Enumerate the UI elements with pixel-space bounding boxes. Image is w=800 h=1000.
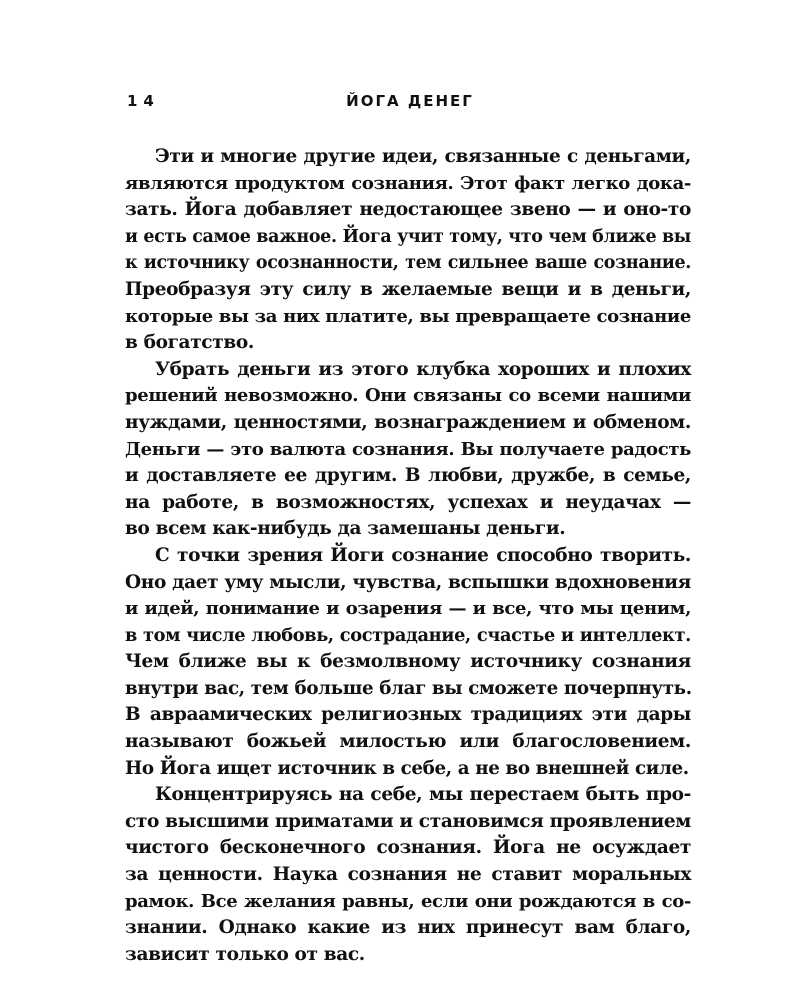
text-line: Деньги — это валюта сознания. Вы получаете радость: [125, 438, 691, 460]
text-line: Преобразуя эту силу в желаемые вещи и в деньги,: [125, 278, 691, 300]
paragraph: [125, 543, 691, 782]
text-line: в богатство.: [125, 332, 254, 354]
text-line: зать. Йога добавляет недостающее звено — и оно-то: [125, 199, 691, 221]
text-line: В авраамических религиозных традициях эти дары: [125, 704, 691, 726]
text-line: в том числе любовь, сострадание, счастье и интеллект.: [125, 624, 691, 646]
text-line: которые вы за них платите, вы превращаете сознание: [125, 305, 691, 327]
text-line: Эти и многие другие идеи, связанные с деньгами,: [155, 146, 691, 167]
book-title: ЙОГА ДЕНЕГ: [346, 92, 474, 110]
text-line: Оно дает уму мысли, чувства, вспышки вдохновения: [125, 571, 691, 593]
text-line: во всем как-нибудь да замешаны деньги.: [125, 518, 566, 540]
paragraph: [125, 144, 691, 357]
paragraph: [125, 357, 691, 543]
text-line: за ценности. Наука сознания не ставит моральных: [125, 864, 691, 886]
text-line: чистого бесконечного сознания. Йога не осуждает: [125, 837, 691, 859]
text-line: называют божьей милостью или благословением.: [125, 731, 691, 753]
text-line: к источнику осознанности, тем сильнее ваше сознание.: [125, 253, 691, 274]
text-line: нуждами, ценностями, вознаграждением и обменом.: [125, 411, 691, 433]
text-line: рамок. Все желания равны, если они рождаются в со-: [125, 890, 691, 912]
text-line: зависит только от вас.: [125, 943, 365, 965]
paragraph: [125, 782, 691, 968]
text-line: Но Йога ищет источник в себе, а не во внешней силе.: [125, 757, 689, 779]
text-line: решений невозможно. Они связаны со всеми нашими: [125, 385, 691, 407]
text-line: внутри вас, тем больше благ вы сможете почерпнуть.: [125, 677, 692, 699]
page-number: 14: [127, 92, 160, 110]
text-line: являются продуктом сознания. Этот факт легко дока-: [125, 172, 691, 194]
text-line: Чем ближе вы к безмолвному источнику сознания: [125, 651, 691, 673]
text-line: сто высшими приматами и становимся проявлением: [125, 810, 691, 832]
body-text: [125, 144, 691, 968]
text-line: С точки зрения Йоги сознание способно творить.: [155, 544, 691, 566]
text-line: Убрать деньги из этого клубка хороших и плохих: [155, 358, 691, 380]
text-line: на работе, в возможностях, успехах и неудачах —: [125, 491, 691, 513]
running-head: [127, 92, 693, 116]
text-line: знании. Однако какие из них принесут вам благо,: [125, 917, 691, 939]
text-line: и доставляете ее другим. В любви, дружбе, в семье,: [125, 465, 691, 487]
text-line: и идей, понимание и озарения — и все, что мы ценим,: [125, 598, 691, 620]
text-line: Концентрируясь на себе, мы перестаем быть про-: [155, 784, 691, 806]
text-line: и есть самое важное. Йога учит тому, что чем ближе вы: [125, 226, 691, 247]
